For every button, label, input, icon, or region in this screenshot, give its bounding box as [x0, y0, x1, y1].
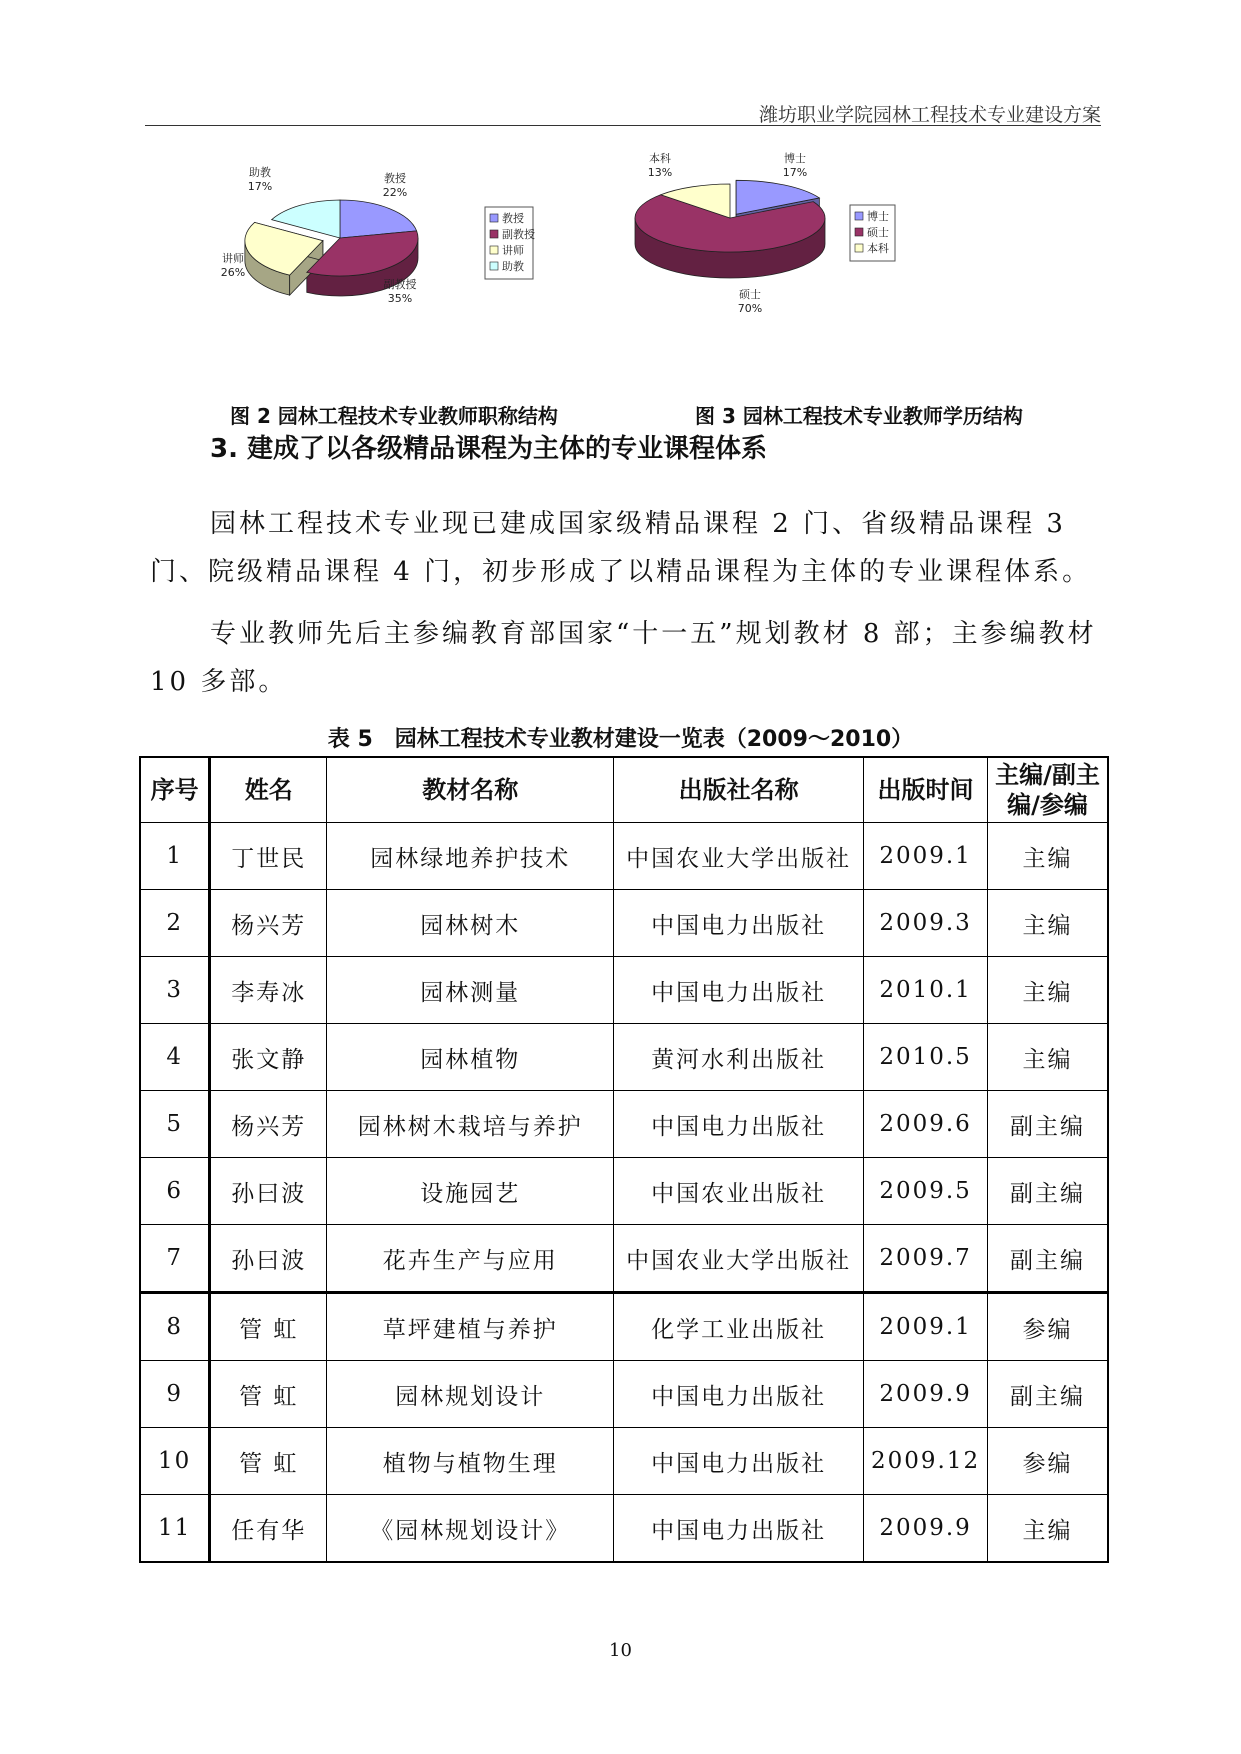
cell-role: 主编	[988, 890, 1108, 957]
table-title: 表 5 园林工程技术专业教材建设一览表（2009～2010）	[327, 727, 914, 752]
cell-textbook: 草坪建植与养护	[327, 1293, 614, 1361]
cell-name: 任有华	[210, 1495, 327, 1563]
data-label-value-0: 17%	[782, 166, 808, 179]
table-row	[140, 1225, 1108, 1293]
cell-name: 管 虹	[210, 1293, 327, 1361]
cell-publisher: 中国农业大学出版社	[614, 823, 864, 890]
cell-role: 副主编	[988, 1361, 1108, 1428]
legend-swatch-3	[490, 262, 498, 270]
cell-role: 参编	[988, 1428, 1108, 1495]
cell-number: 10	[140, 1428, 210, 1495]
legend-swatch-0	[490, 214, 498, 222]
table-row	[140, 1024, 1108, 1091]
cell-publisher: 黄河水利出版社	[614, 1024, 864, 1091]
legend-swatch-0	[855, 212, 863, 220]
data-label-name-0: 博士	[784, 152, 806, 165]
table-row	[140, 1091, 1108, 1158]
cell-role: 副主编	[988, 1158, 1108, 1225]
table-row	[140, 823, 1108, 890]
title-structure-pie-chart	[215, 166, 645, 370]
cell-number: 3	[140, 957, 210, 1024]
cell-name: 孙曰波	[210, 1158, 327, 1225]
cell-publisher: 中国电力出版社	[614, 890, 864, 957]
data-label-name-1: 副教授	[383, 278, 417, 291]
cell-name: 杨兴芳	[210, 1091, 327, 1158]
paragraph-textbooks: 专业教师先后主参编教育部国家“十一五”规划教材 8 部；主参编教材 10 多部。	[150, 619, 1097, 697]
cell-textbook: 园林绿地养护技术	[327, 823, 614, 890]
col-header-textbook: 教材名称	[327, 757, 614, 823]
cell-textbook: 花卉生产与应用	[327, 1225, 614, 1293]
cell-publisher: 中国农业出版社	[614, 1158, 864, 1225]
cell-role: 副主编	[988, 1225, 1108, 1293]
cell-date: 2009.9	[864, 1361, 988, 1428]
cell-date: 2010.1	[864, 957, 988, 1024]
data-label-value-2: 13%	[647, 166, 673, 179]
table-row	[140, 957, 1108, 1024]
table-row	[140, 1361, 1108, 1428]
cell-number: 8	[140, 1293, 210, 1361]
cell-publisher: 中国电力出版社	[614, 1495, 864, 1563]
legend-swatch-2	[855, 244, 863, 252]
figure-2-caption: 图 2 园林工程技术专业教师职称结构	[230, 404, 558, 428]
cell-number: 5	[140, 1091, 210, 1158]
cell-textbook: 园林规划设计	[327, 1361, 614, 1428]
cell-textbook: 设施园艺	[327, 1158, 614, 1225]
cell-name: 李寿冰	[210, 957, 327, 1024]
cell-textbook: 园林测量	[327, 957, 614, 1024]
paragraph-courses: 园林工程技术专业现已建成国家级精品课程 2 门、省级精品课程 3 门、院级精品课程 4 门，初步形成了以精品课程为主体的专业课程体系。	[150, 509, 1092, 587]
legend-swatch-2	[490, 246, 498, 254]
cell-number: 9	[140, 1361, 210, 1428]
legend-label-1: 副教授	[502, 228, 535, 241]
cell-date: 2009.12	[864, 1428, 988, 1495]
page-number: 10	[609, 1640, 632, 1661]
cell-role: 参编	[988, 1293, 1108, 1361]
cell-textbook: 《园林规划设计》	[327, 1495, 614, 1563]
cell-role: 副主编	[988, 1091, 1108, 1158]
cell-publisher: 中国电力出版社	[614, 1091, 864, 1158]
table-row	[140, 1495, 1108, 1563]
cell-name: 管 虹	[210, 1428, 327, 1495]
cell-publisher: 中国农业大学出版社	[614, 1225, 864, 1293]
figure-3-caption: 图 3 园林工程技术专业教师学历结构	[695, 404, 1023, 428]
table-row	[140, 1158, 1108, 1225]
cell-textbook: 园林树木栽培与养护	[327, 1091, 614, 1158]
cell-date: 2009.1	[864, 1293, 988, 1361]
header-divider	[145, 125, 1101, 126]
data-label-value-0: 22%	[382, 186, 408, 199]
cell-number: 1	[140, 823, 210, 890]
col-header-name: 姓名	[210, 757, 327, 823]
table-row	[140, 890, 1108, 957]
legend-swatch-1	[855, 228, 863, 236]
legend-label-3: 助教	[502, 260, 524, 273]
cell-publisher: 中国电力出版社	[614, 1428, 864, 1495]
cell-date: 2009.7	[864, 1225, 988, 1293]
section-heading-text: 3. 建成了以各级精品课程为主体的专业课程体系	[210, 434, 768, 464]
section-heading	[210, 434, 768, 464]
cell-textbook: 园林植物	[327, 1024, 614, 1091]
cell-name: 孙曰波	[210, 1225, 327, 1293]
cell-publisher: 中国电力出版社	[614, 957, 864, 1024]
textbook-table	[139, 756, 1109, 1563]
cell-date: 2009.1	[864, 823, 988, 890]
cell-textbook: 植物与植物生理	[327, 1428, 614, 1495]
data-label-value-3: 17%	[247, 180, 273, 193]
education-structure-pie-chart	[647, 152, 1040, 370]
cell-name: 管 虹	[210, 1361, 327, 1428]
legend-label-1: 硕士	[867, 226, 889, 239]
col-header-date: 出版时间	[864, 757, 988, 823]
cell-textbook: 园林树木	[327, 890, 614, 957]
col-header-role: 主编/副主编/参编	[988, 757, 1108, 823]
cell-name: 丁世民	[210, 823, 327, 890]
data-label-name-0: 教授	[384, 172, 406, 185]
cell-number: 7	[140, 1225, 210, 1293]
data-label-value-1: 35%	[387, 292, 413, 305]
cell-number: 2	[140, 890, 210, 957]
cell-date: 2010.5	[864, 1024, 988, 1091]
table-row	[140, 1293, 1108, 1361]
table-row	[140, 1428, 1108, 1495]
data-label-name-3: 助教	[249, 166, 271, 179]
cell-publisher: 中国电力出版社	[614, 1361, 864, 1428]
legend-label-0: 教授	[502, 212, 524, 225]
education-structure-pie-svg	[647, 152, 1040, 370]
cell-number: 11	[140, 1495, 210, 1563]
cell-date: 2009.5	[864, 1158, 988, 1225]
cell-role: 主编	[988, 1024, 1108, 1091]
cell-role: 主编	[988, 823, 1108, 890]
data-label-name-1: 硕士	[739, 288, 761, 301]
cell-number: 6	[140, 1158, 210, 1225]
data-label-name-2: 讲师	[222, 252, 244, 265]
cell-name: 张文静	[210, 1024, 327, 1091]
legend-label-0: 博士	[867, 210, 889, 223]
cell-date: 2009.6	[864, 1091, 988, 1158]
legend-label-2: 讲师	[502, 244, 524, 257]
legend-swatch-1	[490, 230, 498, 238]
table-header-row	[140, 757, 1108, 823]
cell-role: 主编	[988, 957, 1108, 1024]
title-structure-pie-svg	[215, 166, 645, 370]
cell-date: 2009.3	[864, 890, 988, 957]
col-header-publisher: 出版社名称	[614, 757, 864, 823]
data-label-value-2: 26%	[220, 266, 246, 279]
page-header-title: 潍坊职业学院园林工程技术专业建设方案	[758, 104, 1101, 126]
cell-publisher: 化学工业出版社	[614, 1293, 864, 1361]
cell-date: 2009.9	[864, 1495, 988, 1563]
cell-number: 4	[140, 1024, 210, 1091]
data-label-value-1: 70%	[737, 302, 763, 315]
data-label-name-2: 本科	[649, 152, 671, 165]
cell-role: 主编	[988, 1495, 1108, 1563]
legend-label-2: 本科	[867, 242, 889, 255]
cell-name: 杨兴芳	[210, 890, 327, 957]
col-header-number: 序号	[140, 757, 210, 823]
